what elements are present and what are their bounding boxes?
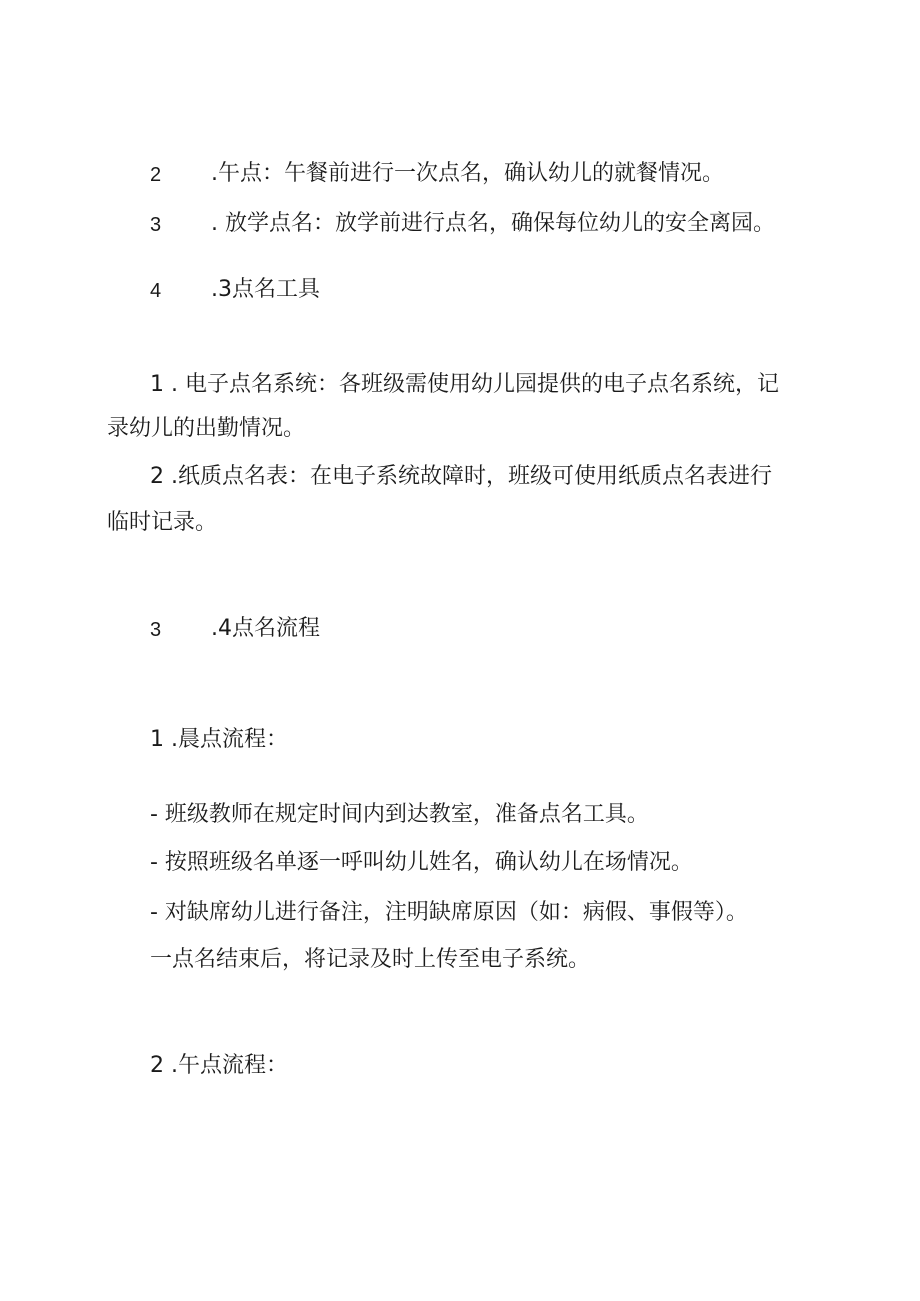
section-number: 4 [150, 280, 162, 302]
bullet-line: - 对缺席幼儿进行备注，注明缺席原因（如：病假、事假等）。 [150, 900, 748, 925]
paragraph-line: 1 . 电子点名系统：各班级需使用幼儿园提供的电子点名系统，记 [150, 372, 779, 397]
bullet-line: - 班级教师在规定时间内到达教室，准备点名工具。 [150, 802, 649, 827]
bullet-line: - 按照班级名单逐一呼叫幼儿姓名，确认幼儿在场情况。 [150, 850, 693, 875]
subheading: 1 .晨点流程： [150, 727, 288, 752]
section-heading: .3点名工具 [211, 277, 320, 302]
item-number: 2 [150, 164, 162, 186]
item-text: . 放学点名：放学前进行点名，确保每位幼儿的安全离园。 [211, 211, 775, 236]
item-text: .午点：午餐前进行一次点名，确认幼儿的就餐情况。 [211, 161, 724, 186]
section-number: 3 [150, 619, 162, 641]
subheading: 2 .午点流程： [150, 1053, 288, 1078]
bullet-line: 一点名结束后，将记录及时上传至电子系统。 [150, 947, 591, 972]
paragraph-line: 临时记录。 [107, 510, 218, 535]
paragraph-line: 录幼儿的出勤情况。 [107, 416, 306, 441]
item-number: 3 [150, 214, 162, 236]
paragraph-line: 2 .纸质点名表：在电子系统故障时，班级可使用纸质点名表进行 [150, 464, 772, 489]
section-heading: .4点名流程 [211, 616, 320, 641]
